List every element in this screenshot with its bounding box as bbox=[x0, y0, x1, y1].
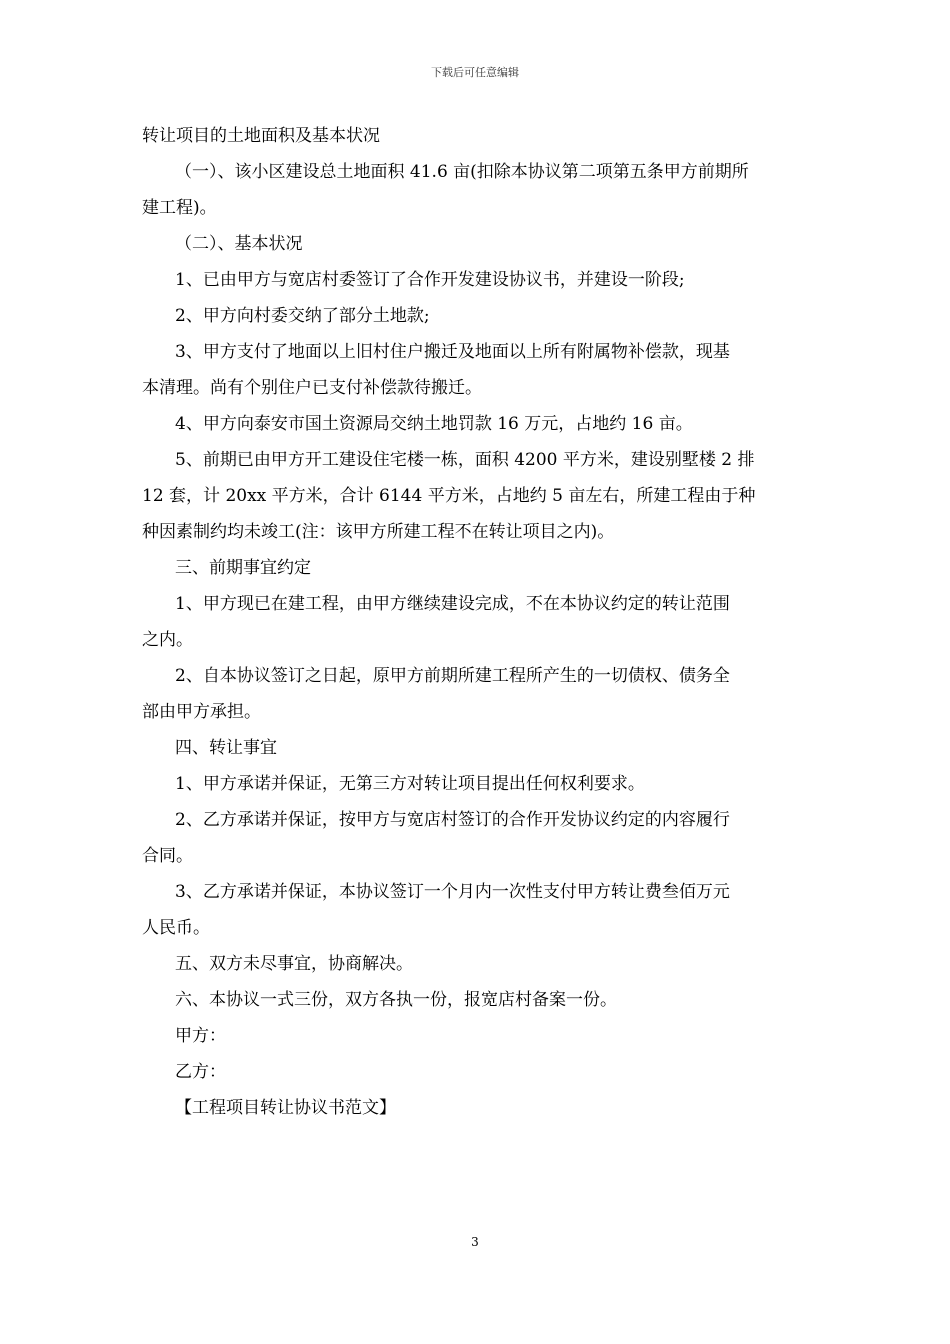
section-heading: 四、转让事宜 bbox=[175, 738, 277, 758]
signature-party-b: 乙方： bbox=[175, 1062, 226, 1082]
paragraph-line: （二）、基本状况 bbox=[175, 234, 303, 254]
paragraph-line: （一）、该小区建设总土地面积 41.6 亩(扣除本协议第二项第五条甲方前期所 bbox=[175, 162, 749, 182]
paragraph-line: 1、已由甲方与宽店村委签订了合作开发建设协议书，并建设一阶段; bbox=[175, 270, 685, 290]
paragraph-line: 3、甲方支付了地面以上旧村住户搬迁及地面以上所有附属物补偿款，现基 bbox=[175, 342, 730, 362]
section-heading: 六、本协议一式三份，双方各执一份，报宽店村备案一份。 bbox=[175, 990, 617, 1010]
page-header-note: 下载后可任意编辑 bbox=[431, 66, 519, 79]
paragraph-line: 合同。 bbox=[142, 846, 193, 866]
paragraph-line: 3、乙方承诺并保证，本协议签订一个月内一次性支付甲方转让费叁佰万元 bbox=[175, 882, 730, 902]
paragraph-line: 2、自本协议签订之日起，原甲方前期所建工程所产生的一切债权、债务全 bbox=[175, 666, 730, 686]
paragraph-line: 1、甲方现已在建工程，由甲方继续建设完成，不在本协议约定的转让范围 bbox=[175, 594, 730, 614]
paragraph-line: 本清理。尚有个别住户已支付补偿款待搬迁。 bbox=[142, 378, 482, 398]
paragraph-line: 人民币。 bbox=[142, 918, 210, 938]
paragraph-line: 12 套，计 20xx 平方米，合计 6144 平方米，占地约 5 亩左右，所建工程由于种 bbox=[142, 486, 756, 506]
section-heading: 五、双方未尽事宜，协商解决。 bbox=[175, 954, 413, 974]
paragraph-line: 建工程)。 bbox=[142, 198, 217, 218]
paragraph-line: 1、甲方承诺并保证，无第三方对转让项目提出任何权利要求。 bbox=[175, 774, 645, 794]
document-body bbox=[142, 118, 812, 1126]
signature-party-a: 甲方： bbox=[175, 1026, 226, 1046]
paragraph-line: 2、甲方向村委交纳了部分土地款; bbox=[175, 306, 430, 326]
paragraph-line: 转让项目的土地面积及基本状况 bbox=[142, 126, 380, 146]
paragraph-line: 之内。 bbox=[142, 630, 193, 650]
paragraph-line: 部由甲方承担。 bbox=[142, 702, 261, 722]
section-heading: 三、前期事宜约定 bbox=[175, 558, 311, 578]
page-number: 3 bbox=[471, 1235, 479, 1249]
paragraph-line: 5、前期已由甲方开工建设住宅楼一栋，面积 4200 平方米，建设别墅楼 2 排 bbox=[175, 450, 755, 470]
paragraph-line: 2、乙方承诺并保证，按甲方与宽店村签订的合作开发协议约定的内容履行 bbox=[175, 810, 730, 830]
document-title-bracket: 【工程项目转让协议书范文】 bbox=[175, 1098, 396, 1118]
paragraph-line: 种因素制约均未竣工(注：该甲方所建工程不在转让项目之内)。 bbox=[142, 522, 615, 542]
paragraph-line: 4、甲方向泰安市国土资源局交纳土地罚款 16 万元，占地约 16 亩。 bbox=[175, 414, 693, 434]
